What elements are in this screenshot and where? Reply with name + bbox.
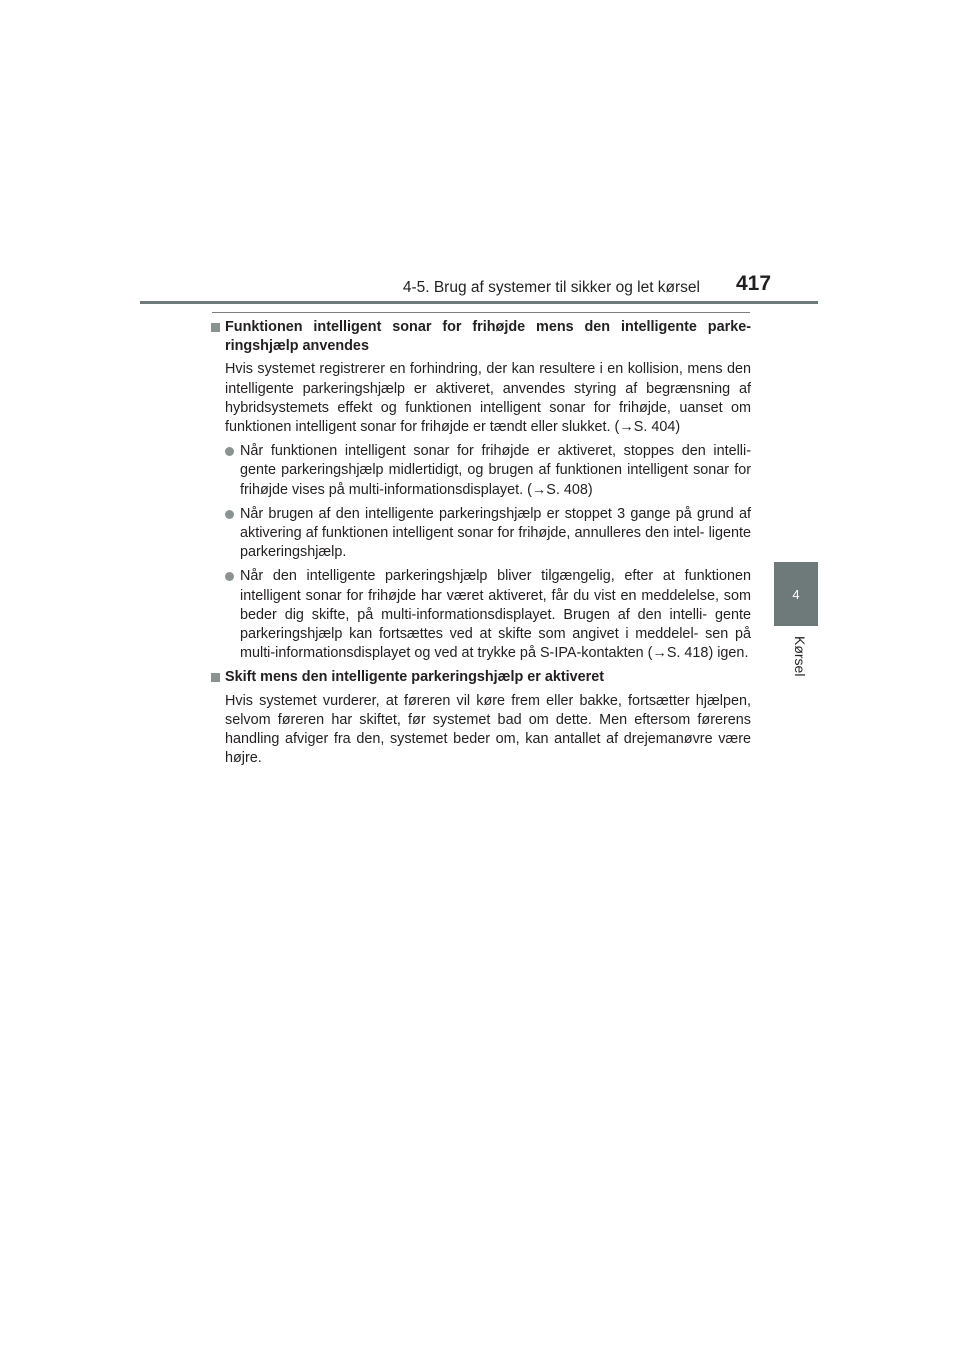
list-item-text: Når den intelligente parkeringshjælp bliver tilgængelig, efter at funktionen intelligent sonar for frihøjde har været aktiveret, får du vist en meddelelse, som beder dig skifte, på multi-informationsdisplayet. Brugen af den intelli- gente parkeringshjælp kan fortsættes ved at skifte som angivet i meddelel- sen på multi-informationsdisplayet og ved at trykke på S-IPA-kontakten (→S. 418) igen.: [240, 568, 751, 662]
body-paragraph: Hvis systemet vurderer, at føreren vil køre frem eller bakke, fortsætter hjælpen, selvom føreren har skiftet, før systemet bad om dette. Men eftersom førerens handling afviger fra den, systemet beder om, kan antallet af drejemanøvre være højre.: [225, 692, 751, 767]
square-bullet-icon: [211, 323, 220, 332]
body-paragraph: Hvis systemet registrerer en forhindring, der kan resultere i en kollision, mens den intelligente parkeringshjælp er aktiveret, anvendes styring af begrænsning af hybridsystemets effekt og funktionen intelligent sonar for frihøjde, uanset om funktionen intelligent sonar for frihøjde er tændt eller slukket. (→S. 404): [225, 361, 751, 436]
content-divider: [212, 312, 750, 313]
list-item: [211, 505, 751, 563]
page-content: [211, 318, 751, 773]
square-bullet-icon: [211, 673, 220, 682]
section-heading: [211, 668, 751, 687]
list-item-text: Når funktionen intelligent sonar for frihøjde er aktiveret, stoppes den intelli- gente parkeringshjælp midlertidigt, og brugen af funktionen intelligent sonar for frihøjde vises på multi-informationsdisplayet. (→S. 408): [240, 443, 751, 498]
round-bullet-icon: [225, 447, 234, 456]
round-bullet-icon: [225, 572, 234, 581]
page-number: 417: [736, 272, 772, 295]
section-heading-text: Skift mens den intelligente parkeringshjælp er aktiveret: [225, 669, 605, 686]
chapter-tab: [774, 562, 818, 626]
section-title: 4-5. Brug af systemer til sikker og let kørsel: [402, 279, 700, 296]
section-heading: [211, 318, 751, 356]
round-bullet-icon: [225, 510, 234, 519]
list-item: [211, 442, 751, 500]
chapter-label: Kørsel: [792, 636, 808, 677]
header-rule: [140, 301, 818, 304]
chapter-number: 4: [792, 586, 800, 602]
list-item: [211, 567, 751, 663]
list-item-text: Når brugen af den intelligente parkeringshjælp er stoppet 3 gange på grund af aktivering af funktionen intelligent sonar for frihøjde, annulleres den intel- ligente parkeringshjælp.: [240, 505, 751, 561]
section-heading-text: Funktionen intelligent sonar for frihøjde mens den intelligente parke- ringshjælp anvendes: [225, 319, 751, 355]
